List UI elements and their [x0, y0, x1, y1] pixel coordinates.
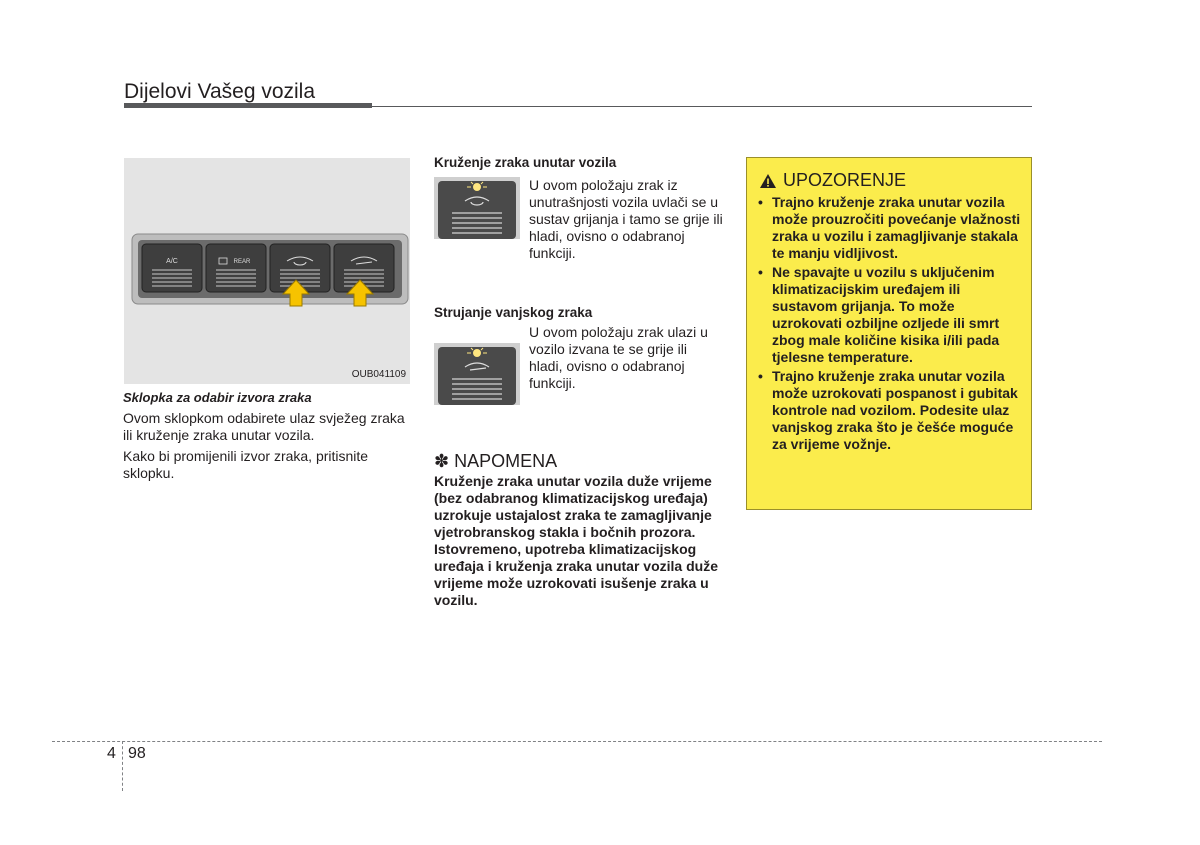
warning-item: • Trajno kruženje zraka unutar vozila može uzrokovati pospanost i gubitak kontrole nad vozilom. Podesite ulaz vanjskog zraka što je češće moguće za vrijeme vožnje.	[755, 368, 1023, 453]
warning-triangle-icon	[759, 173, 777, 189]
recirc-button-illustration	[434, 177, 520, 239]
recirc-button-image	[434, 177, 520, 239]
note-body	[434, 473, 721, 609]
warning-list	[755, 194, 1023, 455]
footer-rule	[52, 741, 1102, 742]
button-ac	[142, 244, 202, 292]
recirc-text: U ovom položaju zrak iz unutrašnjosti vozila uvlači se u sustav grijanja i tamo se grije ili hladi, ovisno o odabranoj funkciji.	[529, 177, 723, 261]
section-title: Dijelovi Vašeg vozila	[124, 80, 316, 103]
warning-item: • Ne spavajte u vozilu s uključenim klimatizacijskim uređajem ili sustavom grijanja. To može uzrokovati ozbiljne ozljede ili smrt zbog male količine kisika i/ili pada tjelesne temperature.	[755, 264, 1023, 366]
warning-item: • Trajno kruženje zraka unutar vozila može prouzročiti povećanje vlažnosti zraka u vozilu i zamagljivanje stakala te manju vidljivost.	[755, 194, 1023, 262]
figure-caption: Sklopka za odabir izvora zraka	[123, 390, 312, 405]
fresh-text: U ovom položaju zrak ulazi u vozilo izvana te se grije ili hladi, ovisno o odabranoj funkciji.	[529, 324, 708, 391]
note-title: ✽ NAPOMENA	[434, 451, 558, 471]
note-paragraph: Kruženje zraka unutar vozila duže vrijeme (bez odabranog klimatizacijskog uređaja) uzrokuje ustajalost zraka te zamagljivanje vjetrobranskog stakla i bočnih prozora.	[434, 473, 712, 540]
fresh-heading: Strujanje vanjskog zraka	[434, 305, 593, 320]
header-bar	[124, 103, 372, 108]
warning-box	[746, 157, 1032, 510]
paragraph: Ovom sklopkom odabirete ulaz svježeg zraka ili kruženje zraka unutar vozila.	[123, 410, 405, 443]
header-rule	[372, 106, 1032, 107]
button-rear-label: REAR	[233, 259, 251, 265]
footer-divider	[122, 741, 123, 791]
chapter-number: 4	[107, 745, 116, 762]
page-number: 98	[128, 745, 146, 762]
button-rear	[206, 244, 266, 292]
switch-panel-illustration	[124, 158, 410, 384]
figure-code: OUB041109	[351, 369, 406, 380]
recirc-heading: Kruženje zraka unutar vozila	[434, 155, 617, 170]
button-ac-label: A/C	[166, 258, 178, 265]
switch-panel-photo	[124, 158, 410, 384]
paragraph: Kako bi promijenili izvor zraka, pritisnite sklopku.	[123, 448, 369, 481]
warning-title: UPOZORENJE	[783, 170, 907, 190]
note-paragraph: Istovremeno, upotreba klimatizacijskog uređaja i kruženja zraka unutar vozila duže vrijeme može uzrokovati isušenje zraka u vozilu.	[434, 541, 718, 608]
left-column-text	[123, 389, 408, 486]
fresh-button-illustration	[434, 343, 520, 405]
warning-heading	[759, 170, 906, 191]
fresh-button-image	[434, 343, 520, 405]
